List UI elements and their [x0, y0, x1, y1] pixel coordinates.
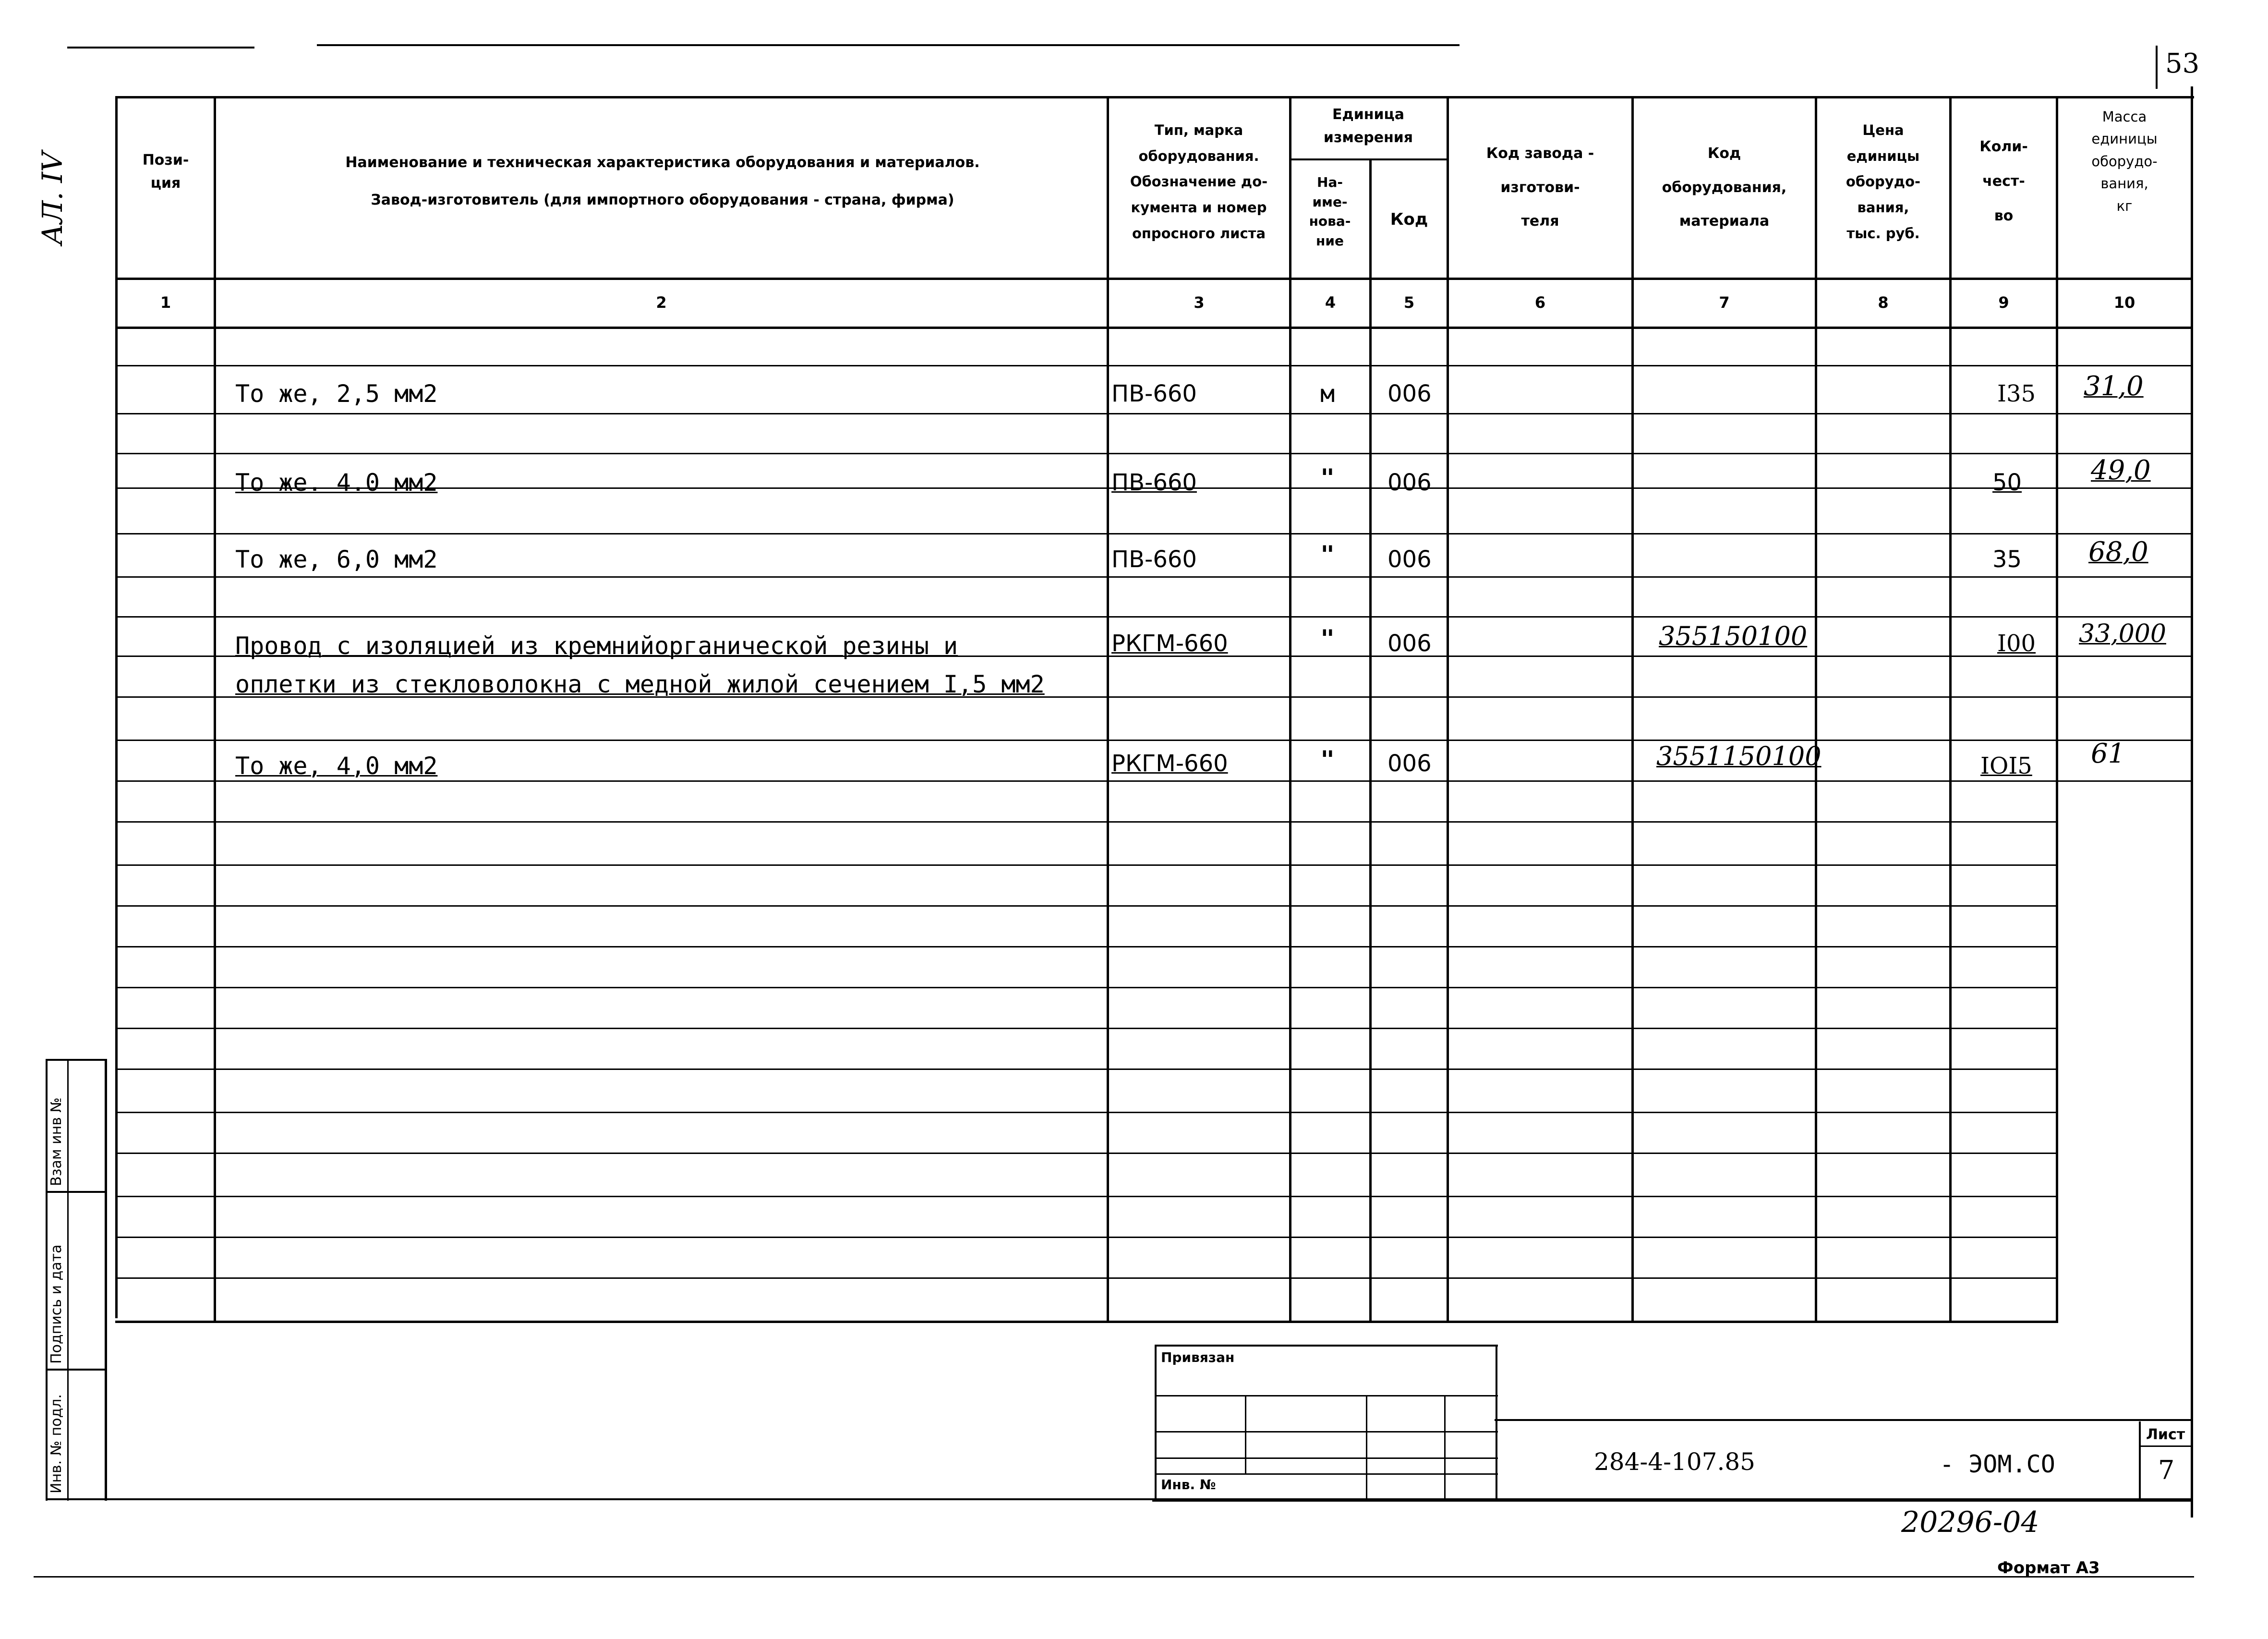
table-bottom — [115, 1321, 2057, 1323]
table-row-equipment-code: 355150100 — [1659, 621, 1808, 651]
privyazan-col — [1366, 1395, 1367, 1501]
table-row-equipment-code: 3551150100 — [1656, 741, 1822, 771]
archive-number: 20296-04 — [1901, 1505, 2039, 1539]
frame-top — [115, 96, 2194, 98]
page-number: 53 — [2165, 48, 2200, 79]
table-row-mass: 49,0 — [2091, 455, 2151, 486]
frame-left — [115, 98, 118, 1318]
stamp-vzam-inv: Взам инв № — [48, 1097, 65, 1186]
table-row-qty: I35 — [1997, 380, 2036, 407]
header-price: Цена единицы оборудо- вания, тыс. руб. — [1846, 122, 1921, 242]
header-position: Пози- ция — [142, 152, 189, 192]
row-line — [115, 453, 2192, 454]
column-number: 5 — [1403, 293, 1415, 312]
stamp-divider — [46, 1191, 106, 1193]
col-line-1 — [214, 98, 216, 1323]
privyazan-frame-left — [1155, 1345, 1157, 1501]
sheet-number: 7 — [2158, 1455, 2175, 1485]
header-unit-name: На- име- нова- ние — [1309, 174, 1351, 249]
header-unit-group: Единица измерения — [1323, 106, 1413, 146]
header-unit-code: Код — [1390, 210, 1428, 229]
table-row-unit: м — [1320, 380, 1335, 408]
header-bottom — [115, 278, 2192, 280]
table-row-qty: I00 — [1997, 630, 2036, 657]
stamp-inv-podl: Инв. № подл. — [48, 1394, 65, 1493]
bottom-rule — [34, 1576, 2194, 1578]
stamp-divider — [46, 1059, 106, 1061]
privyazan-col — [1245, 1395, 1246, 1474]
table-row-code: 006 — [1387, 469, 1432, 496]
privyazan-row — [1155, 1457, 1498, 1459]
table-row-mass: 31,0 — [2084, 371, 2144, 402]
table-row-type: ПВ-660 — [1111, 380, 1197, 407]
table-row-type: РКГМ-660 — [1111, 630, 1228, 657]
column-number: 4 — [1325, 293, 1336, 312]
table-row-code: 006 — [1387, 750, 1432, 777]
table-row-name: Провод с изоляцией из кремнийорганической резины и — [235, 632, 958, 660]
side-mark: АЛ. IV — [36, 152, 69, 245]
table-row-name: То же. 4.0 мм2 — [235, 469, 438, 497]
frame-right — [2191, 86, 2193, 1518]
inv-no-label: Инв. № — [1161, 1477, 1216, 1493]
header-equipment-code: Код оборудования, материала — [1662, 145, 1787, 230]
sheet-label: Лист — [2146, 1426, 2185, 1443]
header-quantity: Коли- чест- во — [1979, 138, 2028, 224]
table-row-type: ПВ-660 — [1111, 546, 1197, 573]
col-line-9 — [2056, 98, 2058, 1323]
privyazan-col — [1444, 1395, 1446, 1501]
column-number: 2 — [656, 293, 667, 312]
row-line — [115, 1028, 2057, 1029]
table-row-name: То же, 4,0 мм2 — [235, 752, 438, 780]
row-line — [115, 864, 2057, 866]
column-number: 1 — [160, 293, 171, 312]
col-line-8 — [1949, 98, 1952, 1323]
stamp-signature-date: Подпись и дата — [48, 1244, 65, 1364]
privyazan-row — [1155, 1395, 1498, 1396]
column-number: 7 — [1719, 293, 1730, 312]
header-name: Наименование и техническая характеристика оборудования и материалов. Завод-изготовитель (для импортного оборудования - страна, фирма) — [345, 154, 980, 208]
row-line — [115, 946, 2057, 947]
table-row-unit: " — [1320, 541, 1335, 569]
unit-group-divider — [1289, 158, 1448, 160]
document-code: 284-4-107.85 — [1594, 1448, 1755, 1476]
table-row-code: 006 — [1387, 380, 1432, 407]
title-top — [1495, 1419, 2193, 1421]
table-row-name: То же, 2,5 мм2 — [235, 380, 438, 408]
privyazan-label: Привязан — [1161, 1349, 1235, 1365]
col-line-7 — [1815, 98, 1817, 1323]
row-line — [115, 533, 2192, 534]
column-number: 8 — [1878, 293, 1889, 312]
row-line — [115, 987, 2057, 988]
column-number: 10 — [2113, 293, 2135, 312]
row-line — [115, 1068, 2057, 1070]
table-row-type: РКГМ-660 — [1111, 750, 1228, 777]
row-line — [115, 1196, 2057, 1197]
table-row-name: То же, 6,0 мм2 — [235, 546, 438, 573]
row-line — [115, 740, 2192, 741]
sheet-box-left — [2139, 1421, 2141, 1501]
table-row-unit: " — [1320, 746, 1335, 774]
privyazan-frame-right — [1496, 1345, 1497, 1501]
format-label: Формат А3 — [1997, 1558, 2100, 1578]
row-line — [115, 576, 2192, 578]
table-row-unit: " — [1320, 625, 1335, 653]
col-line-3 — [1289, 98, 1291, 1323]
row-line — [115, 616, 2192, 618]
row-line — [115, 821, 2057, 823]
page-number-divider — [2156, 46, 2158, 89]
row-line — [115, 1277, 2057, 1279]
table-row-name-line2: оплетки из стекловолокна с медной жилой сечением I,5 мм2 — [235, 670, 1045, 698]
column-number: 9 — [1998, 293, 2009, 312]
column-number: 6 — [1534, 293, 1546, 312]
table-row-code: 006 — [1387, 630, 1432, 657]
privyazan-row — [1155, 1431, 1498, 1433]
privyazan-frame-top — [1155, 1345, 1498, 1347]
table-row-qty: 50 — [1992, 469, 2022, 496]
col-line-5 — [1447, 98, 1449, 1323]
stamp-divider — [46, 1369, 106, 1371]
header-factory-code: Код завода - изготови- теля — [1486, 145, 1594, 230]
stamp-inner-vertical — [67, 1059, 69, 1501]
row-line — [115, 905, 2057, 907]
table-row-mass: 61 — [2091, 738, 2125, 769]
table-row-qty: 35 — [1992, 546, 2022, 573]
row-line — [115, 1153, 2057, 1154]
row-line — [115, 365, 2192, 366]
table-row-unit: " — [1320, 464, 1335, 492]
row-line — [115, 1237, 2057, 1238]
sheet-box-divider — [2139, 1445, 2193, 1447]
col-line-2 — [1107, 98, 1109, 1323]
row-line — [115, 413, 2192, 414]
col-line-6 — [1631, 98, 1634, 1323]
document-suffix: - ЭОМ.СО — [1940, 1450, 2055, 1478]
colnum-bottom — [115, 327, 2192, 329]
privyazan-row — [1155, 1473, 1498, 1475]
table-row-type: ПВ-660 — [1111, 469, 1197, 496]
column-number: 3 — [1194, 293, 1205, 312]
stamp-divider — [46, 1498, 106, 1500]
top-rule-left — [67, 47, 254, 49]
frame-bottom-inner — [105, 1498, 2193, 1500]
header-mass: Масса единицы оборудо- вания, кг — [2091, 109, 2158, 214]
table-row-qty: IOI5 — [1980, 753, 2032, 779]
row-line — [115, 780, 2192, 782]
table-row-mass: 33,000 — [2079, 619, 2166, 648]
table-row-mass: 68,0 — [2088, 536, 2148, 568]
stamp-right-edge — [105, 1059, 107, 1501]
row-line — [115, 1112, 2057, 1113]
table-row-code: 006 — [1387, 546, 1432, 573]
header-type: Тип, марка оборудования. Обозначение до- кумента и номер опросного листа — [1130, 122, 1268, 242]
stamp-left-edge — [46, 1059, 48, 1501]
top-rule-right — [317, 44, 1460, 46]
